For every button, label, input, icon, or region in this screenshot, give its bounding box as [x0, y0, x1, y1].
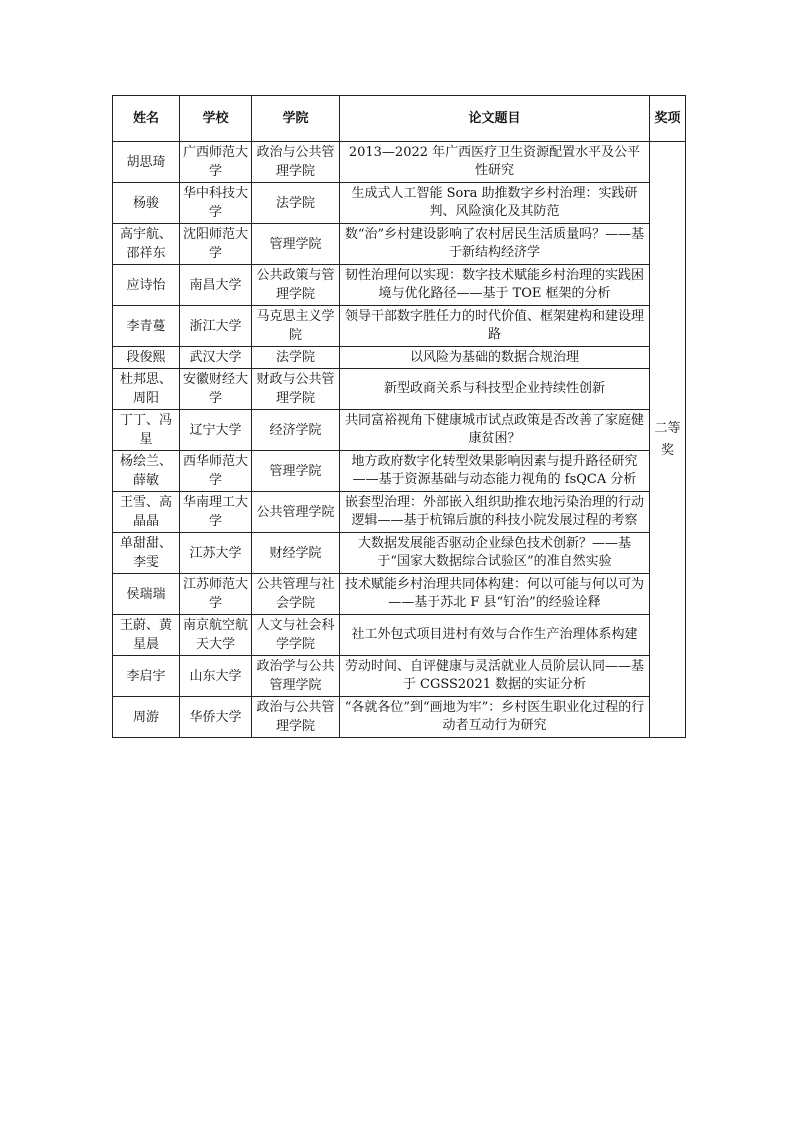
table-row [113, 369, 686, 410]
header-title: 论文题目 [340, 96, 650, 142]
cell-name: 单甜甜、李雯 [113, 533, 180, 574]
cell-title: 新型政商关系与科技型企业持续性创新 [340, 369, 650, 410]
cell-title: 领导干部数字胜任力的时代价值、框架建构和建设理路 [340, 306, 650, 347]
cell-name: 高宇航、邵祥东 [113, 224, 180, 265]
cell-college: 马克思主义学院 [252, 306, 340, 347]
cell-college: 人文与社会科学学院 [252, 615, 340, 656]
cell-title: 社工外包式项目进村有效与合作生产治理体系构建 [340, 615, 650, 656]
cell-title: 2013—2022 年广西医疗卫生资源配置水平及公平性研究 [340, 142, 650, 183]
cell-title: 共同富裕视角下健康城市试点政策是否改善了家庭健康贫困？ [340, 410, 650, 451]
cell-name: 王蔚、黄星晨 [113, 615, 180, 656]
table-row [113, 451, 686, 492]
cell-name: 侯瑞瑞 [113, 574, 180, 615]
cell-name: 应诗怡 [113, 265, 180, 306]
header-college: 学院 [252, 96, 340, 142]
cell-title: 生成式人工智能 Sora 助推数字乡村治理：实践研判、风险演化及其防范 [340, 183, 650, 224]
cell-name: 杜邦思、周阳 [113, 369, 180, 410]
cell-college: 政治学与公共管理学院 [252, 656, 340, 697]
cell-title: 嵌套型治理：外部嵌入组织助推农地污染治理的行动逻辑——基于杭锦后旗的科技小院发展过程的考察 [340, 492, 650, 533]
cell-college: 经济学院 [252, 410, 340, 451]
cell-school: 江苏大学 [180, 533, 252, 574]
cell-school: 安徽财经大学 [180, 369, 252, 410]
header-award: 奖项 [650, 96, 686, 142]
cell-college: 法学院 [252, 183, 340, 224]
cell-college: 公共政策与管理学院 [252, 265, 340, 306]
table-row [113, 183, 686, 224]
cell-college: 政治与公共管理学院 [252, 697, 340, 738]
cell-title: 韧性治理何以实现：数字技术赋能乡村治理的实践困境与优化路径——基于 TOE 框架的分析 [340, 265, 650, 306]
award-table [112, 95, 686, 738]
cell-school: 华南理工大学 [180, 492, 252, 533]
cell-school: 广西师范大学 [180, 142, 252, 183]
header-school: 学校 [180, 96, 252, 142]
table-row [113, 224, 686, 265]
cell-name: 李启宇 [113, 656, 180, 697]
header-row [113, 96, 686, 142]
cell-college: 公共管理学院 [252, 492, 340, 533]
cell-school: 浙江大学 [180, 306, 252, 347]
cell-name: 周游 [113, 697, 180, 738]
cell-school: 华侨大学 [180, 697, 252, 738]
cell-name: 丁丁、冯星 [113, 410, 180, 451]
cell-school: 华中科技大学 [180, 183, 252, 224]
cell-title: 以风险为基础的数据合规治理 [340, 347, 650, 369]
cell-school: 江苏师范大学 [180, 574, 252, 615]
cell-school: 西华师范大学 [180, 451, 252, 492]
cell-college: 财政与公共管理学院 [252, 369, 340, 410]
cell-college: 公共管理与社会学院 [252, 574, 340, 615]
cell-name: 杨骏 [113, 183, 180, 224]
table-row [113, 347, 686, 369]
table-row [113, 410, 686, 451]
table-row [113, 492, 686, 533]
cell-name: 胡思琦 [113, 142, 180, 183]
table-row [113, 615, 686, 656]
cell-title: 地方政府数字化转型效果影响因素与提升路径研究——基于资源基础与动态能力视角的 fsQCA 分析 [340, 451, 650, 492]
cell-college: 管理学院 [252, 451, 340, 492]
cell-title: 大数据发展能否驱动企业绿色技术创新？——基于“国家大数据综合试验区”的准自然实验 [340, 533, 650, 574]
cell-name: 李青蔓 [113, 306, 180, 347]
cell-school: 武汉大学 [180, 347, 252, 369]
cell-title: 劳动时间、自评健康与灵活就业人员阶层认同——基于 CGSS2021 数据的实证分析 [340, 656, 650, 697]
table-row [113, 697, 686, 738]
cell-college: 法学院 [252, 347, 340, 369]
table-row [113, 533, 686, 574]
cell-college: 财经学院 [252, 533, 340, 574]
table-row [113, 306, 686, 347]
cell-school: 南昌大学 [180, 265, 252, 306]
cell-title: 技术赋能乡村治理共同体构建：何以可能与何以可为——基于苏北 F 县“钉治”的经验诠释 [340, 574, 650, 615]
cell-school: 山东大学 [180, 656, 252, 697]
cell-school: 沈阳师范大学 [180, 224, 252, 265]
table-row [113, 574, 686, 615]
cell-school: 南京航空航天大学 [180, 615, 252, 656]
header-name: 姓名 [113, 96, 180, 142]
cell-college: 政治与公共管理学院 [252, 142, 340, 183]
cell-name: 王雪、高晶晶 [113, 492, 180, 533]
cell-school: 辽宁大学 [180, 410, 252, 451]
table-row [113, 656, 686, 697]
cell-name: 段俊熙 [113, 347, 180, 369]
cell-title: “各就各位”到“画地为牢”：乡村医生职业化过程的行动者互动行为研究 [340, 697, 650, 738]
cell-college: 管理学院 [252, 224, 340, 265]
cell-title: 数“治”乡村建设影响了农村居民生活质量吗？——基于新结构经济学 [340, 224, 650, 265]
cell-award: 二等奖 [650, 142, 686, 738]
cell-name: 杨绘兰、薛敏 [113, 451, 180, 492]
table-row [113, 265, 686, 306]
table-row [113, 142, 686, 183]
